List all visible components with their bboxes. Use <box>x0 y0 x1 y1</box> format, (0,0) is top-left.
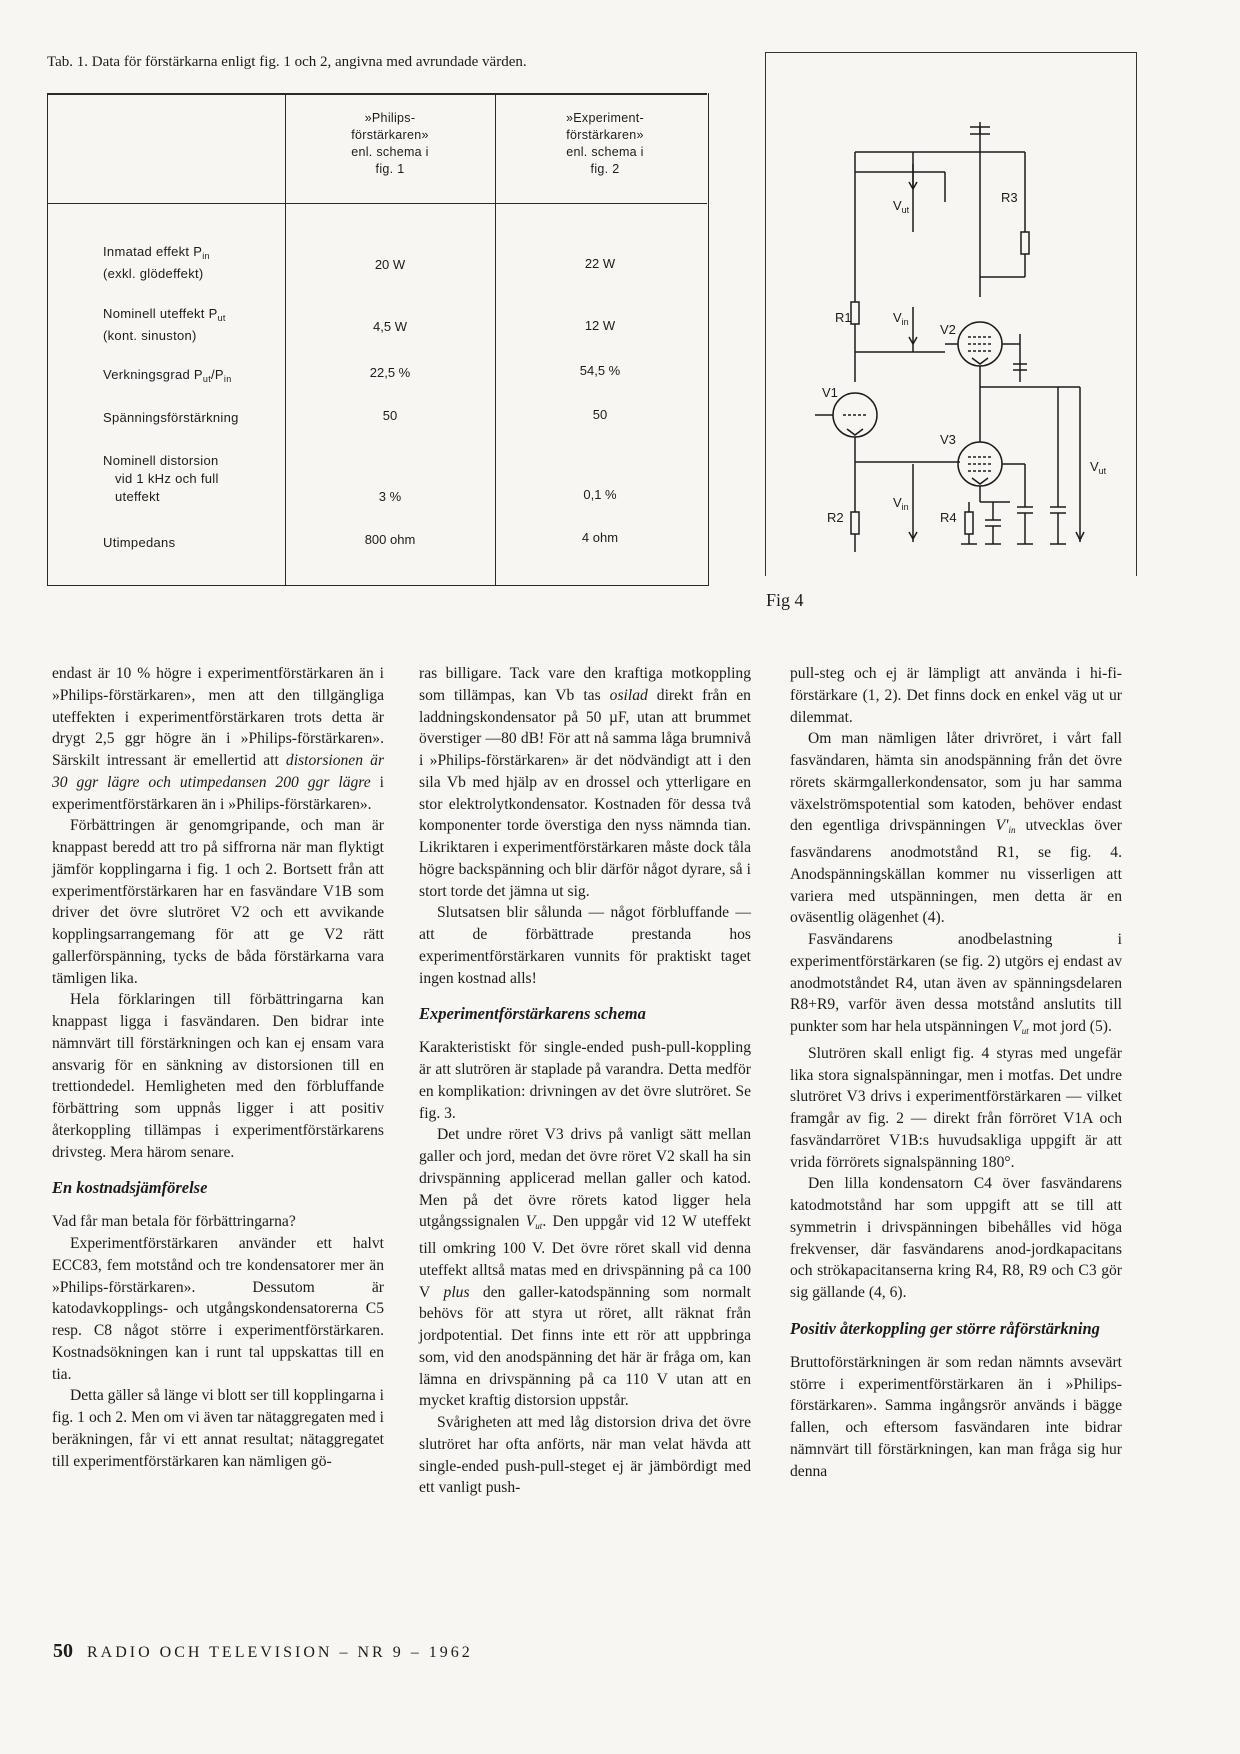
table-caption: Tab. 1. Data för förstärkarna enligt fig. 1 och 2, angivna med avrundade värden. <box>47 54 527 70</box>
paragraph: Slutrören skall enligt fig. 4 styras med ungefär lika stora signalspänningar, men i motfas. Det undre slutröret V3 drivs i experimentförstärkaren — vilket framgår av fig. 2 — direkt från förröret V1A och fasvändarröret V1B:s huvudsakliga uppgift är att vrida förrörets signalspänning 180°. <box>790 1044 1122 1171</box>
paragraph: Hela förklaringen till förbättringarna kan knappast ligga i fasvändaren. Den bidrar inte nämnvärt till förstärkningen och kan ej ensam vara ansvarig för en sänkning av distorsionen till en trettiondedel. Hemligheten med den förbluffande förbättring som uppnås ligger i att positiv återkoppling tillämpas i experimentförstärkarens drivsteg. Mera härom senare. <box>52 991 384 1161</box>
table-row-label: Spänningsförstärkning <box>103 410 239 425</box>
paragraph: ras billigare. Tack vare den kraftiga motkoppling som tillämpas, kan Vb tas osilad direkt från en laddningskondensator på 50 µF, utan att brummet överstiger —80 dB! För att nå samma låga brumnivå i »Philips-förstärkaren» är det nödvändigt att i den sila Vb med hjälp av en drossel och ytterligare en stor elektrolytkondensator. Kostnaden för dessa två komponenter torde överstiga den nyss nämnda tian. Likriktaren i experimentförstärkaren måste dock tåla högre backspänning och blir därför något dyrare, så i stort torde det jämna ut sig. <box>419 665 751 900</box>
paragraph: Slutsatsen blir sålunda — något förbluffande — att de förbättrade prestanda hos experimentförstärkaren vunnits för praktiskt taget ingen kostnad alls! <box>419 904 751 987</box>
svg-text:V1: V1 <box>822 385 838 400</box>
table-row-label: Nominell distorsion vid 1 kHz och full uteffekt <box>103 453 219 504</box>
svg-text:R3: R3 <box>1001 190 1018 205</box>
page-number: 50 <box>53 1640 73 1662</box>
text-column-2 <box>419 663 751 1499</box>
svg-text:R4: R4 <box>940 510 957 525</box>
paragraph: Förbättringen är genomgripande, och man är knappast beredd att tro på siffrorna när man flyktigt jämför kopplingarna i fig. 1 och 2. Bortsett från att experimentförstärkaren har en fasvändare V1B som driver det övre slutröret V2 och ett avvikande kopplingsarrangemang för att ge V2 rätt gallerförspänning, tycks de båda förstärkarna vara tämligen lika. <box>52 817 384 987</box>
paragraph: Svårigheten att med låg distorsion driva det övre slutröret har ofta anförts, när man velat hävda att single-ended push-pull-steget ej är jämbördigt med ett vanligt push- <box>419 1414 751 1497</box>
table-cell: 4,5 W <box>373 319 407 334</box>
section-heading: Positiv återkoppling ger större råförstärkning <box>790 1318 1100 1338</box>
paragraph: pull-steg och ej är lämpligt att använda i hi-fi-förstärkare (1, 2). Det finns dock en enkel väg ut ur dilemmat. <box>790 665 1122 726</box>
svg-text:Vut: $V_{ut}$ <box>893 198 910 215</box>
table-cell: 800 ohm <box>364 532 416 547</box>
magazine-name: RADIO OCH TELEVISION – NR 9 – 1962 <box>87 1644 473 1661</box>
section-heading: Experimentförstärkarens schema <box>419 1004 646 1024</box>
table-cell: 0,1 % <box>583 487 617 502</box>
table-row-label: Inmatad effekt $P_{in}$ (exkl. glödeffekt) <box>103 244 210 281</box>
table-cell: 12 W <box>584 318 616 333</box>
table-col-divider-1 <box>285 93 286 585</box>
svg-text:V3: V3 <box>940 432 956 447</box>
table-row-label: Utimpedans <box>103 535 176 550</box>
table-cell: 50 <box>592 407 608 422</box>
table-cell: 22 W <box>584 256 616 271</box>
table-cell: 3 % <box>378 489 402 504</box>
table-cell: 20 W <box>374 257 406 272</box>
table-top-rule <box>47 93 707 95</box>
table-cell: 50 <box>382 408 398 423</box>
table-col-divider-2 <box>495 93 496 585</box>
svg-text:Vin: $V_{in}$ <box>893 310 909 327</box>
paragraph: Experimentförstärkaren använder ett halvt ECC83, fem motstånd och tre kondensatorer mer än »Philips-förstärkaren». Dessutom är katodavkopplings- och utgångskondensatorerna C5 resp. C8 något större i experimentförstärkaren. Kostnadsökningen kan i runt tal uppskattas till en tia. <box>52 1235 384 1383</box>
page-footer <box>53 1640 473 1663</box>
table-row-label: Nominell uteffekt $P_{ut}$ (kont. sinuston) <box>103 306 226 343</box>
table-header-philips: »Philips- förstärkaren» enl. schema i fig. 1 <box>351 111 429 176</box>
circuit-schematic <box>765 52 1135 582</box>
paragraph: Karakteristiskt för single-ended push-pull-koppling är att slutrören är staplade på varandra. Detta medför en komplikation: drivningen av det övre slutröret. Se fig. 3. <box>419 1039 751 1122</box>
svg-text:R2: R2 <box>827 510 844 525</box>
table-cell: 54,5 % <box>579 363 621 378</box>
svg-text:R1: R1 <box>835 310 852 325</box>
section-heading: En kostnadsjämförelse <box>52 1178 208 1198</box>
paragraph: Fasvändarens anodbelastning i experimentförstärkaren (se fig. 2) utgörs ej endast av anodmotståndet R4, utan även av spänningsdelaren R8+R9, varför även dessa motstånd anslutits till punkter som har hela utspänningen $V_{ut}$ mot jord (5). <box>790 931 1122 1036</box>
paragraph: Vad får man betala för förbättringarna? <box>52 1213 296 1231</box>
svg-text:V2: V2 <box>940 322 956 337</box>
paragraph: Detta gäller så länge vi blott ser till kopplingarna i fig. 1 och 2. Men om vi även tar nätaggregaten med i beräkningen, får vi ett annat resultat; nätaggregatet till experimentförstärkaren kan nämligen gö- <box>52 1387 384 1470</box>
table-row-label: Verkningsgrad $P_{ut}/P_{in}$ <box>103 367 232 384</box>
text-column-1 <box>52 663 384 1472</box>
paragraph: Om man nämligen låter drivröret, i vårt fall fasvändaren, hämta sin anodspänning från det övre rörets skärmgallerkondensator, som ju har samma växelströmspotential som katoden, behöver endast den egentliga drivspänningen $V'_{in}$ utvecklas över fasvändarens anodmotstånd R1, se fig. 4. Anodspänningskällan kommer nu visserligen att variera med utspänningen, men detta är en oväsentlig olägenhet (4). <box>790 730 1122 927</box>
paragraph: Den lilla kondensatorn C4 över fasvändarens katodmotstånd har som uppgift att se till att symmetrin i drivspänningen bibehålles vid höga frekvenser, där fasvändarens anod-jordkapacitans och strökapacitanserna kring R4, R8, R9 och C3 gör sig gällande (4, 6). <box>790 1175 1122 1301</box>
paragraph: Bruttoförstärkningen är som redan nämnts avsevärt större i experimentförstärkaren än i »Philips-förstärkaren». Samma ingångsrör används i bägge fallen, och eftersom fasvändaren inte bidrar nämnvärt till förstärkningen, kan man fråga sig hur denna <box>790 1353 1122 1480</box>
table-cell: 4 ohm <box>581 530 619 545</box>
figure-caption: Fig 4 <box>766 590 804 610</box>
table-header-rule <box>47 203 707 204</box>
table-header-experiment: »Experiment- förstärkaren» enl. schema i fig. 2 <box>566 111 644 176</box>
table-cell: 22,5 % <box>369 365 411 380</box>
svg-text:Vin: $V_{in}$ <box>893 495 909 512</box>
text-column-3 <box>790 663 1122 1482</box>
svg-text:Vut: $V_{ut}$ <box>1090 459 1107 476</box>
paragraph: Det undre röret V3 drivs på vanligt sätt mellan galler och jord, medan det övre röret V2 skall ha sin drivspänning applicerad mellan galler och katod. Men på det övre rörets katod ligger hela utgångssignalen $V_{ut}$. Den uppgår vid 12 W uteffekt till omkring 100 V. Det övre röret skall vid denna uteffekt alltså matas med en drivspänning på ca 100 V plus den galler-katodspänning som normalt behövs för att styra ut röret, allt räknat från jordpotential. Det finns inte ett rör att uppbringa som, vid den anodspänning det här är fråga om, kan lämna en drivspänning på ca 110 V utan att en mycket kraftig distorsion uppstår. <box>419 1126 751 1410</box>
paragraph: endast är 10 % högre i experimentförstärkaren än i »Philips-förstärkaren», men att den tillgängliga uteffekten i experimentförstärkaren trots detta är drygt 2,5 ggr högre än i »Philips-förstärkaren». Särskilt intressant är emellertid att distorsionen är 30 ggr lägre och utimpedansen 200 ggr lägre i experimentförstärkaren än i »Philips-förstärkaren». <box>52 665 385 813</box>
